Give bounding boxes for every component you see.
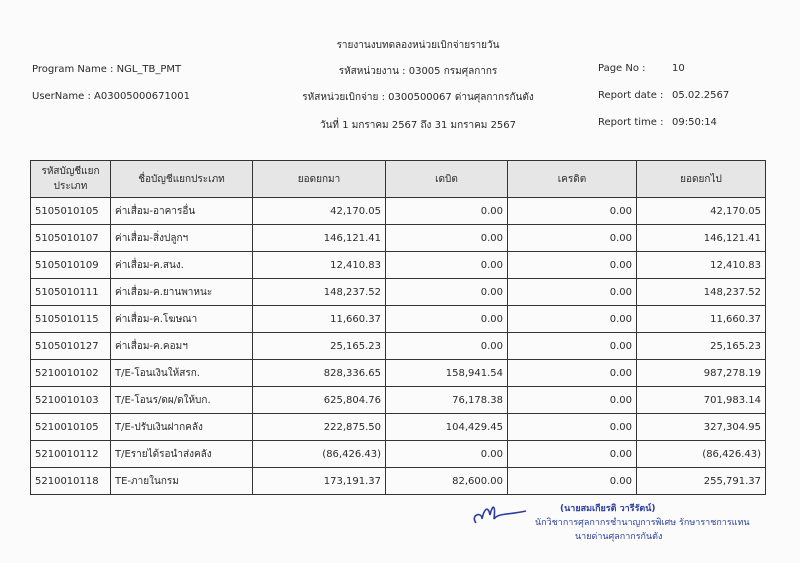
table-cell: T/Eรายได้รอนำส่งคลัง <box>111 441 253 468</box>
table-cell: T/E-โอนร/ดผ/ดให้บก. <box>111 387 253 414</box>
table-cell: 76,178.38 <box>386 387 508 414</box>
table-cell: 987,278.19 <box>637 360 766 387</box>
column-header: ยอดยกมา <box>253 161 386 198</box>
table-cell: 0.00 <box>508 225 637 252</box>
table-cell: ค่าเสื่อม-สิ่งปลูกฯ <box>111 225 253 252</box>
table-cell: 25,165.23 <box>253 333 386 360</box>
table-cell: 25,165.23 <box>637 333 766 360</box>
table-cell: 5210010102 <box>31 360 111 387</box>
table-cell: 148,237.52 <box>253 279 386 306</box>
table-cell: 82,600.00 <box>386 468 508 495</box>
report-date: 05.02.2567 <box>672 90 730 101</box>
table-cell: 701,983.14 <box>637 387 766 414</box>
table-cell: 5105010107 <box>31 225 111 252</box>
table-cell: (86,426.43) <box>253 441 386 468</box>
table-cell: 11,660.37 <box>253 306 386 333</box>
table-cell: 0.00 <box>508 414 637 441</box>
table-cell: 5105010127 <box>31 333 111 360</box>
report-time: 09:50:14 <box>672 117 717 128</box>
page-no: 10 <box>672 63 685 74</box>
stamp-name: (นายสมเกียรติ วารีรัตน์) <box>560 504 656 514</box>
table-row <box>31 441 766 468</box>
disbursing-unit: รหัสหน่วยเบิกจ่าย : 0300500067 ด่านศุลกากรกันตัง <box>302 92 534 103</box>
table-cell: 255,791.37 <box>637 468 766 495</box>
table-cell: 5210010112 <box>31 441 111 468</box>
table-cell: 0.00 <box>386 279 508 306</box>
table-cell: 0.00 <box>386 225 508 252</box>
report-time-label: Report time : <box>598 117 664 128</box>
table-cell: 146,121.41 <box>253 225 386 252</box>
report-title: รายงานงบทดลองหน่วยเบิกจ่ายรายวัน <box>336 40 500 51</box>
table-cell: 5210010103 <box>31 387 111 414</box>
table-cell: 0.00 <box>386 252 508 279</box>
column-header: เครดิต <box>508 161 637 198</box>
table-cell: 0.00 <box>508 333 637 360</box>
table-cell: 173,191.37 <box>253 468 386 495</box>
table-cell: 0.00 <box>386 441 508 468</box>
table-row <box>31 360 766 387</box>
table-cell: 146,121.41 <box>637 225 766 252</box>
table-cell: ค่าเสื่อม-ค.โฆษณา <box>111 306 253 333</box>
report-period: วันที่ 1 มกราคม 2567 ถึง 31 มกราคม 2567 <box>319 120 517 131</box>
table-cell: 42,170.05 <box>637 198 766 225</box>
table-cell: T/E-ปรับเงินฝากคลัง <box>111 414 253 441</box>
table-cell: 0.00 <box>386 306 508 333</box>
table-cell: 5105010111 <box>31 279 111 306</box>
stamp-office: นายด่านศุลกากรกันตัง <box>575 532 663 542</box>
table-cell: 327,304.95 <box>637 414 766 441</box>
table-cell: ค่าเสื่อม-ค.สนง. <box>111 252 253 279</box>
table-row <box>31 198 766 225</box>
signature <box>470 503 530 529</box>
table-cell: 5210010118 <box>31 468 111 495</box>
table-row <box>31 279 766 306</box>
table-cell: 11,660.37 <box>637 306 766 333</box>
column-header: เดบิต <box>386 161 508 198</box>
table-cell: 42,170.05 <box>253 198 386 225</box>
table-cell: 625,804.76 <box>253 387 386 414</box>
table-cell: 148,237.52 <box>637 279 766 306</box>
table-cell: 0.00 <box>508 360 637 387</box>
table-cell: 158,941.54 <box>386 360 508 387</box>
column-header: รหัสบัญชีแยกประเภท <box>31 161 111 198</box>
table-cell: 5210010105 <box>31 414 111 441</box>
table-cell: 0.00 <box>508 279 637 306</box>
table-row <box>31 387 766 414</box>
table-row <box>31 333 766 360</box>
table-cell: T/E-โอนเงินให้สรก. <box>111 360 253 387</box>
table-cell: 222,875.50 <box>253 414 386 441</box>
trial-balance-table <box>30 160 766 495</box>
table-cell: 828,336.65 <box>253 360 386 387</box>
table-cell: 5105010115 <box>31 306 111 333</box>
table-cell: 0.00 <box>508 252 637 279</box>
table-cell: TE-ภายในกรม <box>111 468 253 495</box>
table-cell: ค่าเสื่อม-อาคารอื่น <box>111 198 253 225</box>
table-cell: (86,426.43) <box>637 441 766 468</box>
table-cell: 0.00 <box>508 306 637 333</box>
table-cell: 0.00 <box>508 468 637 495</box>
column-header: ชื่อบัญชีแยกประเภท <box>111 161 253 198</box>
stamp-position: นักวิชาการศุลกากรชำนาญการพิเศษ รักษาราชการแทน <box>535 518 750 528</box>
table-cell: ค่าเสื่อม-ค.คอมฯ <box>111 333 253 360</box>
table-cell: 0.00 <box>508 387 637 414</box>
table-cell: 0.00 <box>386 198 508 225</box>
table-row <box>31 252 766 279</box>
table-cell: ค่าเสื่อม-ค.ยานพาหนะ <box>111 279 253 306</box>
table-row <box>31 225 766 252</box>
page-no-label: Page No : <box>598 63 646 74</box>
agency-code: รหัสหน่วยงาน : 03005 กรมศุลกากร <box>338 66 498 77</box>
table-row <box>31 306 766 333</box>
user-name: UserName : A03005000671001 <box>32 91 190 102</box>
program-name: Program Name : NGL_TB_PMT <box>32 64 182 75</box>
table-row <box>31 414 766 441</box>
table-cell: 104,429.45 <box>386 414 508 441</box>
table-row <box>31 468 766 495</box>
report-date-label: Report date : <box>598 90 664 101</box>
table-cell: 0.00 <box>386 333 508 360</box>
table-cell: 12,410.83 <box>637 252 766 279</box>
table-cell: 5105010105 <box>31 198 111 225</box>
table-cell: 0.00 <box>508 198 637 225</box>
table-cell: 0.00 <box>508 441 637 468</box>
table-cell: 12,410.83 <box>253 252 386 279</box>
column-header: ยอดยกไป <box>637 161 766 198</box>
table-cell: 5105010109 <box>31 252 111 279</box>
